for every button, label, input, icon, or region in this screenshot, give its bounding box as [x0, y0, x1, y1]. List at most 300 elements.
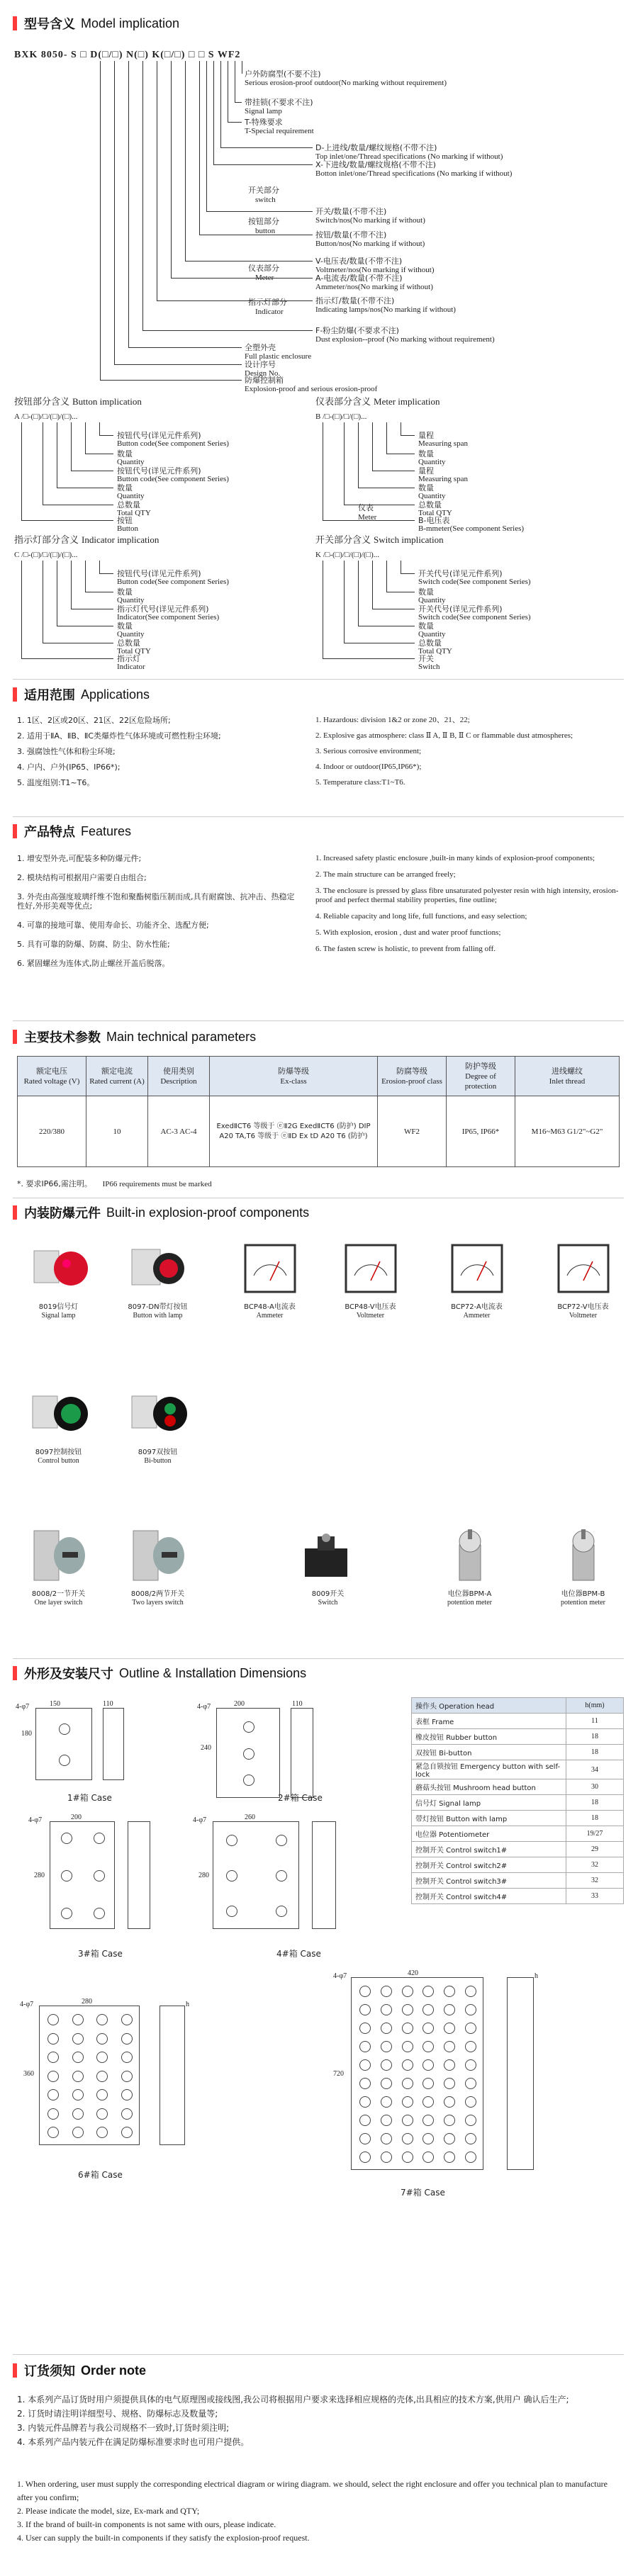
component-name-cn: 8008/2两节开关 [130, 1590, 185, 1598]
sub-title-en: Indicator implication [82, 534, 160, 545]
sub-item-cn: 数量 [117, 587, 133, 597]
dim-name: 控制开关 Control switch4# [412, 1889, 566, 1904]
hole-mark [96, 2127, 108, 2138]
hole-mark [465, 2152, 476, 2163]
dim-name: 带灯按钮 Button with lamp [412, 1811, 566, 1826]
dim-height: 280 [34, 1872, 45, 1879]
hole-mark [276, 1906, 287, 1917]
leader-line [21, 658, 113, 659]
list-item: 5. Temperature class:T1~T6. [315, 778, 405, 787]
model-group-en: Indicator [255, 308, 284, 316]
model-item-cn: T-特殊要求 [245, 118, 283, 127]
sub-item-cn: 指示灯 [117, 654, 140, 663]
component-name-en: Voltmeter [569, 1312, 598, 1320]
dim-name: 橡皮按钮 Rubber button [412, 1729, 566, 1745]
list-item: 1. Increased safety plastic enclosure ,built-in many kinds of explosion-proof components; [315, 854, 595, 862]
leader-line [114, 61, 115, 364]
dim-h: 30 [566, 1779, 624, 1795]
sub-item-en: Button code(See component Series) [117, 439, 229, 448]
sub-item-en: Total QTY [418, 509, 452, 517]
hole-mark [422, 2115, 434, 2126]
dim-h: 34 [566, 1760, 624, 1779]
leader-line [344, 561, 345, 643]
sub-item-en: Quantity [117, 458, 145, 466]
spec-cell: 10 [86, 1096, 148, 1167]
hole-mark [243, 1748, 254, 1760]
component-card [225, 1237, 314, 1320]
model-item-en: Ammeter/nos(No marking if without) [315, 283, 433, 291]
case-6-side [160, 2006, 185, 2145]
leader-line [142, 61, 143, 330]
section-marker [13, 16, 17, 30]
case-caption: 7#箱 Case [401, 2188, 445, 2198]
component-name-cn: 8019信号灯 [38, 1303, 79, 1311]
model-item-en: Voltmeter/nos(No marking if without) [315, 266, 435, 274]
order-heading [13, 2361, 146, 2380]
list-item: 1. When ordering, user must supply the corresponding electrical diagram or wiring diagram. we should, select the right enclosure and offer you technical plan to manufacture after you confirm; [17, 2479, 608, 2502]
dim-row [412, 1857, 624, 1873]
dim-head-right: h(mm) [566, 1698, 624, 1714]
list-item: 4. 本系列产品内装元件在满足防爆标准要求时也可用户提供。 [17, 2437, 250, 2447]
hole-mark [226, 1906, 237, 1917]
hole-mark [72, 2127, 84, 2138]
dim-height: 280 [198, 1872, 209, 1879]
list-item: 6. 紧固螺丝为连体式,防止螺丝开盖后脱落。 [17, 959, 170, 968]
sub-title-cn: 指示灯部分含义 [14, 535, 79, 546]
list-item: 5. 具有可靠的防爆、防腐、防尘、防水性能; [17, 940, 170, 949]
hole-mark [465, 2115, 476, 2126]
hole-mark [59, 1723, 70, 1735]
hole-mark [47, 2108, 59, 2120]
sub-title-en: Meter implication [374, 396, 440, 407]
spec-header: 额定电流 Rated current (A) [86, 1057, 148, 1096]
sub-item-cn: 总数量 [418, 500, 442, 510]
leader-line [21, 422, 22, 520]
sub-item-en: Indicator [117, 663, 145, 671]
leader-line [99, 422, 100, 435]
component-name-en: Bi-button [144, 1457, 172, 1465]
section-title-cn: 型号含义 [24, 17, 75, 32]
hole-mark [381, 2023, 392, 2034]
features-en-list [315, 854, 627, 961]
hole-mark [276, 1835, 287, 1846]
list-item: 4. 可靠的接地可靠、使用寿命长、功能齐全、选配方便; [17, 921, 209, 930]
params-heading [13, 1028, 256, 1046]
hole-mark [402, 2023, 413, 2034]
model-group-en: button [255, 227, 276, 235]
sub-title-en: Switch implication [374, 534, 444, 545]
list-item: 3. 内装元件品牌若与我公司规格不一致时,订货时须注明; [17, 2423, 230, 2433]
component-image [438, 1524, 502, 1587]
model-item-cn: X-下进线/数量/螺纹规格(不带不注) [315, 160, 436, 169]
list-item: 2. 模块结构可根据用户需要自由组合; [17, 873, 147, 882]
leader-line [99, 561, 100, 573]
leader-line [171, 61, 172, 278]
component-name-cn: 8008/2一节开关 [31, 1590, 86, 1598]
sub-item-en: Button code(See component Series) [117, 475, 229, 483]
spec-note-cn: *. 要求IP66,需注明。 [17, 1179, 92, 1188]
component-card [425, 1524, 514, 1607]
component-card [539, 1237, 627, 1320]
model-group-en: Meter [255, 274, 274, 282]
hole-mark [94, 1870, 105, 1882]
section-title-cn: 内装防爆元件 [24, 1206, 101, 1221]
hole-mark [422, 2152, 434, 2163]
case-4-front [213, 1821, 299, 1929]
sub-item-cn: 量程 [418, 466, 434, 476]
hole-mark [96, 2071, 108, 2082]
dim-h: h [186, 2001, 189, 2008]
component-image [126, 1524, 190, 1587]
sub-item-en: Measuring span [418, 475, 468, 483]
model-item-cn: 带挂锁(不要求不注) [245, 98, 313, 107]
hole-mark [359, 2078, 371, 2089]
sub-item-cn: 数量 [418, 449, 434, 459]
list-item: 2. Please indicate the model, size, Ex-mark and QTY; [17, 2506, 200, 2516]
component-name-en: Two layers switch [132, 1599, 184, 1607]
component-card [14, 1382, 103, 1466]
case-caption: 6#箱 Case [78, 2170, 123, 2180]
hole-mark [72, 2052, 84, 2063]
leader-line [386, 422, 387, 454]
component-name-cn: 8097双按钮 [138, 1449, 178, 1456]
hole-mark [121, 2014, 133, 2025]
component-card [539, 1524, 627, 1607]
hole-mark [96, 2108, 108, 2120]
component-image [27, 1382, 91, 1446]
leader-line [142, 330, 313, 331]
hole-mark [72, 2014, 84, 2025]
sub-item-en: Total QTY [117, 509, 151, 517]
component-name-en: Voltmeter [356, 1312, 385, 1320]
sub-item-en: Switch [418, 663, 440, 671]
hole-mark [381, 1986, 392, 1997]
hole-mark [444, 2152, 455, 2163]
model-item-en: Full plastic enclosure [245, 352, 312, 361]
model-item-en: Botton inlet/one/Thread specifications (No marking if without) [315, 169, 513, 178]
model-item-en: Indicating lamps/nos(No marking if without) [315, 305, 456, 314]
list-item: 5. With explosion, erosion , dust and water proof functions; [315, 928, 501, 937]
list-item: 5. 温度组别:T1~T6。 [17, 778, 95, 787]
hole-mark [72, 2089, 84, 2100]
leader-line [99, 435, 113, 436]
hole-mark [422, 2041, 434, 2052]
sub-item-cn: 按钮代号(详见元件系列) [117, 431, 201, 440]
case-1-front [35, 1708, 92, 1780]
sub-item-cn: 开关 [418, 654, 434, 663]
sub-item-cn: 总数量 [418, 639, 442, 648]
hole-mark [444, 2078, 455, 2089]
spec-cell: WF2 [378, 1096, 447, 1167]
sub-item-en: Button code(See component Series) [117, 578, 229, 586]
dim-rim: 4-φ7 [20, 2001, 34, 2008]
divider [13, 679, 624, 680]
model-item-cn: 防爆控制箱 [245, 376, 284, 385]
list-item: 3. The enclosure is pressed by glass fibre unsaturated polyester resin with high intensity, erosion- proof and perfect thermal stability properties, fine outline; [315, 887, 619, 904]
spec-note [17, 1179, 212, 1189]
case-2-side [291, 1708, 313, 1798]
hole-mark [444, 2096, 455, 2108]
component-card [113, 1524, 202, 1607]
sub-item-en: Total QTY [418, 647, 452, 656]
component-image [296, 1524, 360, 1587]
model-item-en: Top inlet/one/Thread specifications (No marking if without) [315, 152, 503, 161]
model-item-cn: 设计序号 [245, 360, 276, 369]
model-item-en: Switch/nos(No marking if without) [315, 216, 425, 225]
dim-row [412, 1873, 624, 1889]
dim-row [412, 1729, 624, 1745]
sub-code: K /□-(□)/□/(□)/(□)... [315, 551, 380, 559]
leader-line [344, 422, 345, 505]
dim-name: 紧急自锁按钮 Emergency button with self-lock [412, 1760, 566, 1779]
dim-row [412, 1811, 624, 1826]
applications-cn-list [17, 716, 286, 794]
component-image [552, 1524, 615, 1587]
dim-row [412, 1826, 624, 1842]
dim-rim: 4-φ7 [28, 1816, 43, 1824]
model-section-heading [13, 14, 179, 33]
component-name-en: potention meter [447, 1599, 493, 1607]
hole-mark [402, 2078, 413, 2089]
list-item: 3. 外壳由高强度玻璃纤维不饱和聚酯树脂压制而成,具有耐腐蚀、抗冲击、热稳定性好,外形美观等优点; [17, 892, 295, 911]
hole-mark [465, 2133, 476, 2144]
leader-line [199, 61, 200, 235]
leader-line [213, 61, 214, 164]
hole-mark [94, 1833, 105, 1844]
dim-name: 控制开关 Control switch3# [412, 1873, 566, 1889]
section-title-en: Model implication [81, 16, 180, 30]
hole-mark [359, 2023, 371, 2034]
component-name-en: One layer switch [34, 1599, 83, 1607]
sub-item-cn: 按钮代号(详见元件系列) [117, 466, 201, 476]
leader-line [386, 561, 387, 592]
leader-line [358, 561, 359, 626]
hole-mark [381, 2059, 392, 2071]
hole-mark [121, 2089, 133, 2100]
hole-mark [47, 2089, 59, 2100]
component-name-cn: 电位器BPM-B [561, 1590, 605, 1598]
model-item-en: Button/nos(No marking if without) [315, 240, 425, 248]
leader-line [220, 147, 313, 148]
dim-width: 150 [50, 1700, 60, 1708]
hole-mark [381, 2115, 392, 2126]
model-code: BXK 8050- S □ D(□/□) N(□) K(□/□) □ □ S WF2 [14, 50, 241, 60]
model-item-cn: 按钮/数量(不带不注) [315, 230, 387, 240]
list-item: 4. 户内、户外(IP65、IP66*); [17, 763, 121, 772]
hole-mark [381, 2078, 392, 2089]
component-image [126, 1237, 190, 1300]
dim-depth: 110 [292, 1700, 303, 1708]
hole-mark [359, 2059, 371, 2071]
case-caption: 2#箱 Case [278, 1793, 323, 1803]
sub-side-en: Meter [358, 513, 377, 522]
dim-h: 32 [566, 1857, 624, 1873]
hole-mark [402, 2152, 413, 2163]
list-item: 3. 强腐蚀性气体和粉尘环境; [17, 747, 116, 756]
leader-line [71, 561, 72, 609]
leader-line [206, 61, 207, 211]
hole-mark [72, 2033, 84, 2045]
sub-item-cn: 数量 [117, 621, 133, 631]
case-caption: 3#箱 Case [78, 1949, 123, 1959]
hole-mark [402, 2096, 413, 2108]
component-card [14, 1524, 103, 1607]
model-item-cn: D-上进线/数量/螺纹规格(不带不注) [315, 143, 437, 152]
hole-mark [96, 2052, 108, 2063]
hole-mark [359, 2004, 371, 2015]
spec-table [17, 1056, 620, 1167]
model-group-en: switch [255, 196, 276, 204]
dim-row [412, 1714, 624, 1729]
model-group-cn: 开关部分 [248, 186, 279, 195]
sub-item-en: Measuring span [418, 439, 468, 448]
model-item-en: Serious erosion-proof outdoor(No marking without requirement) [245, 79, 447, 87]
sub-item-cn: B-电压表 [418, 516, 450, 525]
sub-item-en: Quantity [418, 596, 446, 604]
sub-item-cn: 数量 [117, 483, 133, 493]
leader-line [114, 364, 242, 365]
hole-mark [121, 2108, 133, 2120]
hole-mark [121, 2127, 133, 2138]
leader-line [372, 422, 373, 471]
hole-mark [359, 2133, 371, 2144]
case-7-side [507, 1977, 534, 2170]
model-item-en: Design No. [245, 369, 281, 378]
sub-item-cn: 总数量 [117, 500, 140, 510]
hole-mark [465, 2059, 476, 2071]
component-name-cn: BCP48-V电压表 [345, 1303, 396, 1311]
hole-mark [422, 2023, 434, 2034]
sub-code: C /□-(□)/□/(□)/(□)... [14, 551, 78, 559]
sub-item-en: Quantity [418, 630, 446, 639]
leader-line [206, 211, 313, 212]
sub-title [14, 397, 142, 407]
case-6-front [39, 2006, 140, 2145]
sub-item-cn: 开关代号(详见元件系列) [418, 569, 503, 578]
component-name-en: Signal lamp [41, 1312, 76, 1320]
case-3-side [128, 1821, 150, 1929]
component-card [14, 1237, 103, 1320]
section-title-cn: 适用范围 [24, 688, 75, 703]
hole-mark [422, 2004, 434, 2015]
hole-mark [47, 2071, 59, 2082]
model-item-cn: A-电流表/数量(不带不注) [315, 274, 403, 283]
dim-width: 420 [408, 1969, 418, 1977]
hole-mark [359, 1986, 371, 1997]
hole-mark [465, 2023, 476, 2034]
leader-line [401, 573, 415, 574]
hole-mark [121, 2071, 133, 2082]
hole-mark [94, 1908, 105, 1919]
spec-header: 使用类别 Description [148, 1057, 210, 1096]
section-marker [13, 1666, 17, 1680]
leader-line [100, 380, 242, 381]
hole-mark [465, 2041, 476, 2052]
hole-mark [226, 1835, 237, 1846]
list-item: 4. User can supply the built-in components if they satisfy the explosion-proof request. [17, 2533, 310, 2543]
hole-mark [444, 2023, 455, 2034]
component-name-cn: 8009开关 [311, 1590, 345, 1598]
list-item: 1. 本系列产品订货时用户须提供具体的电气原理图或接线图,我公司将根据用户要求来选择相应规格的壳体,出具相应的技术方案,供用户 确认后生产; [17, 2395, 569, 2405]
dim-h: 32 [566, 1873, 624, 1889]
section-title-cn: 外形及安装尺寸 [24, 1667, 113, 1682]
hole-mark [465, 2004, 476, 2015]
section-marker [13, 824, 17, 838]
section-title-en: Built-in explosion-proof components [106, 1205, 310, 1220]
sub-code: A /□-(□)/□/(□)/(□)... [14, 412, 78, 421]
component-image [339, 1237, 403, 1300]
hole-mark [121, 2052, 133, 2063]
dim-height: 180 [21, 1730, 32, 1738]
sub-item-en: Indicator(See component Series) [117, 613, 220, 621]
hole-mark [121, 2033, 133, 2045]
spec-cell: ExedⅡCT6 等级于 ⓔⅡ2G ExedⅡCT6 (防护) DIP A20 TA,T6 等级于 ⓔⅡD Ex tD A20 T6 (防护) [210, 1096, 378, 1167]
component-name-cn: 8097控制按钮 [35, 1449, 82, 1456]
hole-mark [61, 1833, 72, 1844]
list-item: 2. The main structure can be arranged freely; [315, 870, 456, 879]
hole-mark [444, 2133, 455, 2144]
list-item: 4. Reliable capacity and long life, full functions, and easy selection; [315, 912, 527, 921]
dimensions-heading [13, 1664, 306, 1682]
dim-h: 18 [566, 1811, 624, 1826]
list-item: 1. 增安型外壳,可配装多种防爆元件; [17, 854, 142, 863]
hole-mark [381, 2004, 392, 2015]
dim-name: 电位器 Potentiometer [412, 1826, 566, 1842]
spec-cell: IP65, IP66* [447, 1096, 515, 1167]
section-marker [13, 687, 17, 702]
dim-row [412, 1760, 624, 1779]
dim-h: 11 [566, 1714, 624, 1729]
sub-item-cn: 数量 [418, 483, 434, 493]
leader-line [185, 61, 186, 261]
hole-mark [96, 2089, 108, 2100]
sub-item-cn: 总数量 [117, 639, 140, 648]
hole-mark [422, 2078, 434, 2089]
leader-line [358, 422, 359, 488]
sub-item-en: Total QTY [117, 647, 151, 656]
hole-mark [381, 2152, 392, 2163]
sub-item-cn: 数量 [117, 449, 133, 459]
dim-head-left: 操作头 Operation head [412, 1698, 566, 1714]
leader-line [171, 278, 313, 279]
dim-name: 控制开关 Control switch1# [412, 1842, 566, 1857]
sub-item-en: Switch code(See component Series) [418, 578, 531, 586]
sub-item-cn: 数量 [418, 621, 434, 631]
model-item-cn: F-粉尘防爆(不要求不注) [315, 326, 399, 335]
section-title-cn: 主要技术参数 [24, 1030, 101, 1045]
spec-cell: 220/380 [18, 1096, 86, 1167]
model-item-en: Explosion-proof and serious erosion-proof [245, 385, 378, 393]
component-card [113, 1382, 202, 1466]
leader-line [85, 422, 86, 454]
hole-mark [444, 2115, 455, 2126]
leader-line [128, 61, 129, 347]
dim-width: 200 [71, 1813, 82, 1821]
hole-mark [72, 2108, 84, 2120]
section-title-en: Features [81, 823, 132, 838]
dim-name: 蘑菇头按钮 Mushroom head button [412, 1779, 566, 1795]
section-title-en: Main technical parameters [106, 1029, 257, 1044]
hole-mark [402, 2115, 413, 2126]
leader-line [99, 573, 113, 574]
dim-depth: 110 [103, 1700, 113, 1708]
hole-mark [47, 2127, 59, 2138]
sub-item-en: Quantity [117, 630, 145, 639]
dim-h: 18 [566, 1795, 624, 1811]
dim-height: 240 [201, 1744, 211, 1752]
sub-item-en: Quantity [418, 492, 446, 500]
sub-item-en: Switch code(See component Series) [418, 613, 531, 621]
